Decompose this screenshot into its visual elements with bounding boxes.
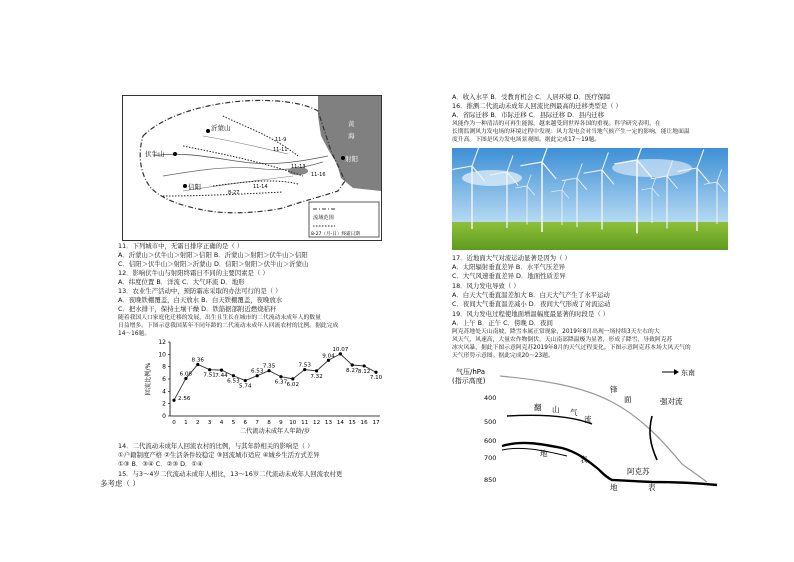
map-label-sea2: 海	[348, 132, 355, 140]
cs-label-surface1: 地	[540, 449, 548, 458]
chart-xtick-label: 2	[195, 420, 200, 426]
cs-ytick-500: 500	[484, 418, 497, 426]
passage2-line1: 阿克苏地处天山南坡，降雪本属正常现象，2019年8月出现一场持续3天左右的大	[452, 329, 660, 335]
basin-map	[122, 95, 382, 241]
passage1-line2: 日益增多。下图示意我国某年不同年龄的二代流动未成年人回流农村的比例。据此完成	[118, 323, 339, 329]
basin-map-svg	[123, 96, 381, 240]
cs-label-surface2: 表	[580, 455, 588, 464]
cs-label-ground1: 地	[610, 483, 618, 492]
q16-stem: 16．推测二代流动未成年人回流比例最高的迁移类型是（ ）	[452, 102, 622, 110]
cs-label-aksu: 阿克苏	[627, 467, 650, 476]
chart-value-label: 5.74	[239, 383, 252, 390]
chart-value-label: 7.44	[215, 373, 228, 380]
q13-cd: C．把水排干，保持土壤干燥 D．铁筋据部附近燃烧秸秆	[118, 305, 277, 313]
chart-xtick-label: 14	[336, 420, 344, 426]
city-dot-funiu	[173, 152, 177, 156]
q13-ab: A．夜晚铁棚覆盖，白天放水 B．白天铁棚覆盖，夜晚放水	[118, 296, 283, 304]
chart-value-label: 8.36	[191, 357, 204, 364]
chart-value-label: 6.53	[227, 378, 240, 385]
passage2-line4: 天气形势示意图。据此完成20～23题。	[452, 353, 554, 359]
q15-stem: 15．与3～4岁二代流动未成年人相比，13～16岁二代流动未成年人回流农村更	[118, 470, 343, 478]
chart-ytick-label: 6	[162, 376, 166, 383]
chart-xtick-label: 17	[372, 420, 380, 426]
cs-label-mtn2: 山	[552, 405, 560, 414]
map-label-date6: 8-27	[228, 190, 240, 196]
chart-xtick-label: 13	[324, 420, 333, 426]
east-arrow-icon	[674, 369, 679, 375]
cs-ytick-600: 600	[484, 437, 497, 445]
passage1-line3: 14～16题。	[118, 331, 151, 337]
map-label-date2: 11-11	[273, 147, 288, 153]
sea-area	[318, 96, 381, 191]
chart-value-label: 7.35	[262, 363, 276, 370]
q12-stem: 12．影响伏牛山与射阳终霜日不同的主要因素是（ ）	[118, 269, 269, 277]
q19-options: A．上午 B．正午 C．傍晚 D．夜间	[452, 319, 553, 327]
chart-xtick-label: 4	[219, 420, 224, 426]
chart-xtick-label: 5	[231, 420, 236, 426]
cs-label-ground2: 表	[648, 483, 656, 492]
chart-point	[279, 375, 282, 378]
q14-items: ①户籍制度产格 ②生活条件较稳定 ③回流城市适应 ④城乡生活方式差异	[118, 451, 320, 459]
chart-xlabel: 二代流动未成年人年龄/岁	[239, 428, 311, 435]
cs-ytick-400: 400	[484, 394, 497, 402]
chart-point	[208, 368, 211, 371]
chart-value-label: 6.08	[179, 371, 193, 378]
return-ratio-chart	[140, 338, 390, 438]
q11-stem: 11．下列城市中，无霜日排序正确的是（ ）	[118, 242, 244, 250]
q16-options: A．省际迁移 B．市际迁移 C．县际迁移 D．县内迁移	[452, 111, 605, 119]
map-label-funiu: 伏牛山	[145, 150, 165, 158]
cs-label-mtn1: 翻	[534, 403, 542, 412]
map-label-date4: 11-14	[253, 184, 268, 190]
q13-stem: 13．农业生产活动中，预防霜冻采取的办法可行的是（ ）	[118, 287, 282, 295]
chart-value-label: 6.37	[274, 379, 288, 386]
chart-ylabel: 回流比例/%	[145, 362, 152, 396]
cs-label-mtn4: 流	[584, 415, 592, 424]
chart-ytick-label: 10	[158, 351, 166, 359]
q17-stem: 17．近地面大气对流运动显著是因为（ ）	[452, 254, 571, 262]
q18-ab: A．白天大气垂直温差加大 B．白天大气产生了水平运动	[452, 291, 610, 299]
chart-value-label: 8.27	[346, 368, 359, 375]
chart-value-label: 9.04	[322, 353, 335, 360]
q17-cd: C．大气风速垂直差异 D．地面性质差异	[452, 272, 566, 280]
chart-ytick-label: 12	[158, 339, 166, 346]
map-label-yimeng: 沂蒙山	[211, 124, 231, 132]
legend-basin-text: 流域范围	[313, 215, 334, 221]
chart-xtick-label: 11	[301, 420, 309, 426]
wind-farm-photo	[452, 148, 728, 250]
chart-xtick-label: 8	[267, 420, 271, 426]
city-dot-xinyang	[183, 184, 187, 188]
river-main	[153, 154, 328, 163]
chart-value-label: 7.32	[310, 373, 323, 380]
cross-section-svg	[452, 364, 722, 494]
chart-point	[351, 363, 354, 366]
chart-xtick-label: 12	[313, 420, 321, 426]
map-label-sea: 黄	[348, 120, 355, 128]
terrain-lower-line	[502, 448, 567, 456]
chart-xtick-label: 7	[255, 420, 259, 426]
chart-xtick-label: 3	[207, 420, 212, 426]
cs-ytick-850: 850	[484, 476, 497, 484]
q14-options: ①③ B．③④ C．②③ D．①④	[118, 460, 203, 468]
basin-boundary	[140, 100, 345, 212]
chart-value-label: 8.12	[357, 368, 371, 375]
cs-label-mtn3: 气	[570, 408, 578, 417]
chart-point	[291, 377, 294, 380]
chart-point	[315, 369, 318, 372]
q11-cd: C．信阳＞伏牛山＞射阳＞沂蒙山 D．信阳＞射阳＞伏牛山＞沂蒙山	[118, 260, 309, 268]
chart-ytick-label: 8	[162, 363, 166, 371]
chart-value-label: 7.51	[203, 372, 216, 379]
passage2-line3: 冰灾风暴，据此下图示意阿克苏2019年8月的天气过程变化。下图示意阿克苏本场大风天气的	[452, 345, 691, 351]
cs-ylabel-2: (指示高度)	[452, 377, 486, 385]
chart-xtick-label: 0	[172, 420, 176, 426]
chart-point	[374, 371, 377, 374]
q12-options: A．纬度位置 B．洋流 C．大气环流 D．地形	[118, 278, 245, 286]
city-dot-yimeng	[206, 129, 210, 133]
legend-frost-text: 8-27（月-日）终霜日期	[311, 232, 360, 237]
mountain-airflow-line	[507, 415, 592, 424]
q15-options: A．收入水平 B．受教育机会 C．人居环境 D．医疗保障	[452, 93, 611, 101]
chart-value-label: 6.02	[286, 381, 300, 388]
weather-cross-section	[452, 364, 722, 494]
cs-east-label: 东南	[681, 369, 695, 377]
cs-label-convection: 强对流	[660, 397, 683, 406]
chart-point	[363, 364, 366, 367]
chart-point	[244, 379, 247, 382]
cs-label-front: 锋	[610, 385, 618, 394]
map-label-date3: 11-13	[291, 164, 306, 170]
q18-cd: C．夜间大气垂直温差减小 D．夜间大气形成了对流运动	[452, 300, 611, 308]
passage2-line2: 风天气，风速高，大量农作物倒伏，天山南部降温极为显著，形成了降雪，导致阿克苏	[452, 337, 673, 343]
chart-point	[220, 369, 223, 372]
wind-farm-svg	[452, 148, 728, 250]
convection-line	[650, 416, 657, 460]
chart-ytick-label: 2	[162, 400, 166, 408]
chart-xtick-label: 16	[360, 420, 368, 426]
q14-stem: 14．二代流动未成年人回流农村的比例，与其年龄相关的影响是（ ）	[118, 442, 314, 450]
chart-point	[232, 374, 235, 377]
chart-value-label: 7.10	[369, 375, 383, 382]
chart-xtick-label: 9	[279, 420, 283, 426]
chart-xtick-label: 10	[289, 420, 297, 426]
chart-value-label: 6.53	[250, 368, 264, 375]
q19-stem: 19．风力发电过程使地面增温幅度最显著的时段是（ ）	[452, 310, 610, 318]
cs-label-front2: 面	[624, 395, 632, 404]
map-label-date1: 11-9	[275, 137, 287, 143]
chart-value-label: 10.07	[332, 346, 349, 353]
chart-xtick-label: 6	[243, 420, 248, 426]
passage1-line1: 随着我国人口家庭化迁移的发展，出生且生长在城市的二代流动未成年人的数量	[118, 315, 321, 321]
map-label-sheyang: 射阳	[345, 155, 358, 163]
cs-ytick-700: 700	[484, 454, 497, 462]
front-surface-line	[500, 376, 707, 482]
chart-ytick-label: 0	[162, 413, 166, 420]
chart-xtick-label: 15	[348, 420, 356, 426]
passage-wind-1: 风能作为一种清洁的可再生能源，越来越受到世界各国的重视。科学研究表明，在	[452, 121, 661, 127]
q17-ab: A．太阳辐射垂直差异 B．水平气压差异	[452, 263, 566, 271]
map-label-date5: 11-16	[311, 172, 326, 178]
chart-ytick-label: 4	[162, 388, 166, 396]
chart-value-label: 2.56	[178, 396, 191, 403]
map-label-xinyang: 信阳	[188, 183, 201, 191]
frost-line-4	[163, 192, 283, 196]
chart-svg	[140, 338, 390, 438]
q15-stem2: 多考虑（ ）	[100, 479, 140, 488]
passage-wind-3: 度升高。下图是风力发电场景观图。据此完成17～19题。	[452, 137, 601, 143]
passage-wind-2: 长期监测风力发电场的环境过程中发现：风力发电会对当地气候产生一定的影响，能让地面温	[452, 129, 690, 135]
cs-ylabel-1: 气压/hPa	[456, 368, 485, 376]
chart-xtick-label: 1	[184, 420, 188, 426]
q11-ab: A．沂蒙山＞伏牛山＞射阳＞信阳 B．沂蒙山＞射阳＞伏牛山＞信阳	[118, 251, 308, 259]
q18-stem: 18．风力发电导致（ ）	[452, 282, 520, 290]
chart-value-label: 7.53	[298, 362, 311, 369]
chart-point	[172, 399, 175, 402]
